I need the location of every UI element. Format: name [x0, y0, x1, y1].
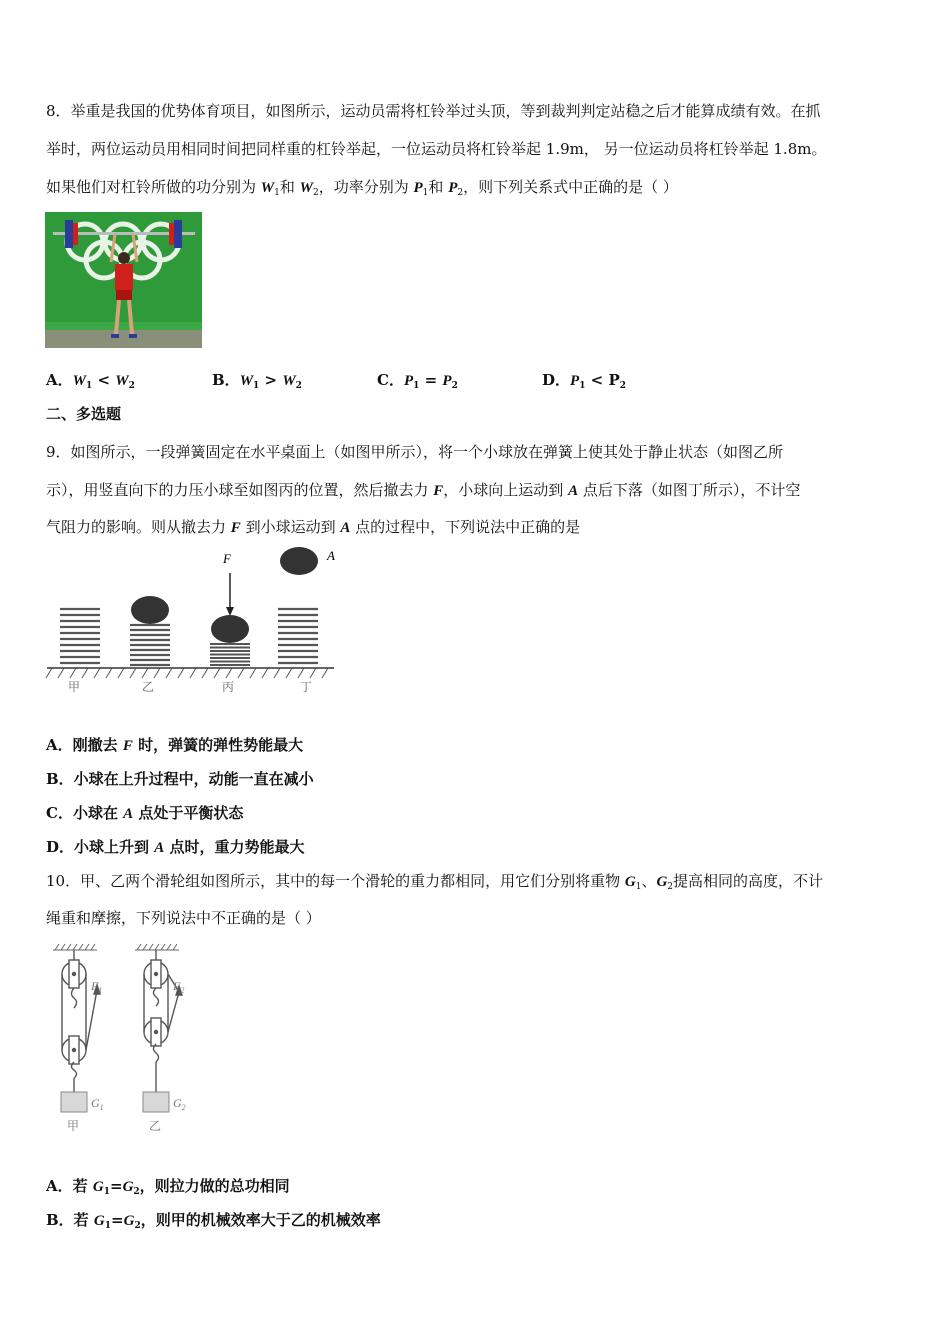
ball-bing	[211, 615, 249, 643]
q9-option-a[interactable]: A．刚撤去 F 时，弹簧的弹性势能最大	[46, 736, 304, 754]
q8-option-d[interactable]: D．$P_1 < P_2$	[542, 371, 627, 391]
section-title-multiple-choice: 二、多选题	[46, 405, 122, 423]
q8-option-b[interactable]: B．$W_1 > W_2$	[212, 371, 302, 391]
q8-line-2: 举时，两位运动员用相同时间把同样重的杠铃举起，一位运动员将杠铃举起 1.9m， 另一位运动员将杠铃举起 1.8m。	[46, 140, 827, 158]
spring-bing	[210, 644, 250, 665]
point-a-label: A	[327, 548, 335, 563]
q10-line-2: 绳重和摩擦，下列说法中不正确的是（ ）	[46, 909, 321, 927]
spring-ball-diagram	[42, 545, 352, 695]
q9-option-d[interactable]: D．小球上升到 A 点时，重力势能最大	[46, 838, 305, 856]
label-bing: 丙	[222, 680, 235, 694]
force-label: F	[223, 551, 231, 566]
q9-option-c[interactable]: C．小球在 A 点处于平衡状态	[46, 804, 244, 822]
q8-option-c[interactable]: C．$P_1 = P_2$	[377, 371, 458, 391]
ball-yi	[131, 596, 169, 624]
label-jia: 甲	[68, 680, 81, 694]
q9-line-2: 示），用竖直向下的力压小球至如图丙的位置，然后撤去力 F，小球向上运动到 A 点后下落（如图丁所示），不计空	[46, 481, 801, 499]
q9-line-3: 气阻力的影响。则从撤去力 F 到小球运动到 A 点的过程中，下列说法中正确的是	[46, 518, 581, 536]
q8-option-a[interactable]: A．$W_1 < W_2$	[46, 371, 135, 391]
q8-line-1: 8．举重是我国的优势体育项目，如图所示，运动员需将杠铃举过头顶，等到裁判判定站稳之后才能算成绩有效。在抓	[46, 102, 821, 120]
q9-line-1: 9．如图所示，一段弹簧固定在水平桌面上（如图甲所示），将一个小球放在弹簧上使其处于静止状态（如图乙所	[46, 443, 784, 461]
label-f1: $F_1$	[91, 979, 103, 995]
spring-jia	[60, 609, 100, 663]
label-g2: $G_2$	[173, 1096, 186, 1112]
q10-line-1: 10．甲、乙两个滑轮组如图所示，其中的每一个滑轮的重力都相同，用它们分别将重物 $G_1$、$G_2$提高相同的高度，不计	[46, 872, 824, 892]
weight-g2	[143, 1092, 169, 1112]
ball-ding	[280, 547, 318, 575]
q10-option-b[interactable]: B．若 $G_1=G_2$，则甲的机械效率大于乙的机械效率	[46, 1211, 381, 1231]
pulley-system-jia	[62, 950, 103, 1092]
label-f2: $F_2$	[173, 979, 185, 995]
label-g1: $G_1$	[91, 1096, 104, 1112]
label-yi: 乙	[142, 680, 155, 694]
label-ding: 丁	[300, 680, 313, 694]
q9-option-b[interactable]: B．小球在上升过程中，动能一直在减小	[46, 770, 314, 788]
spring-ding	[278, 609, 318, 663]
label-jia: 甲	[67, 1119, 80, 1133]
q10-option-a[interactable]: A．若 $G_1=G_2$，则拉力做的总功相同	[46, 1177, 290, 1197]
weight-g1	[61, 1092, 87, 1112]
label-yi: 乙	[149, 1119, 162, 1133]
q8-line-3: 如果他们对杠铃所做的功分别为 $W_1$和 $W_2$，功率分别为 $P_1$和 $P_2$，则下列关系式中正确的是（ ）	[46, 178, 678, 198]
spring-yi	[130, 625, 170, 665]
pulley-system-yi	[144, 950, 185, 1092]
pulley-system-diagram	[45, 940, 205, 1135]
weightlifting-photo	[45, 212, 202, 348]
